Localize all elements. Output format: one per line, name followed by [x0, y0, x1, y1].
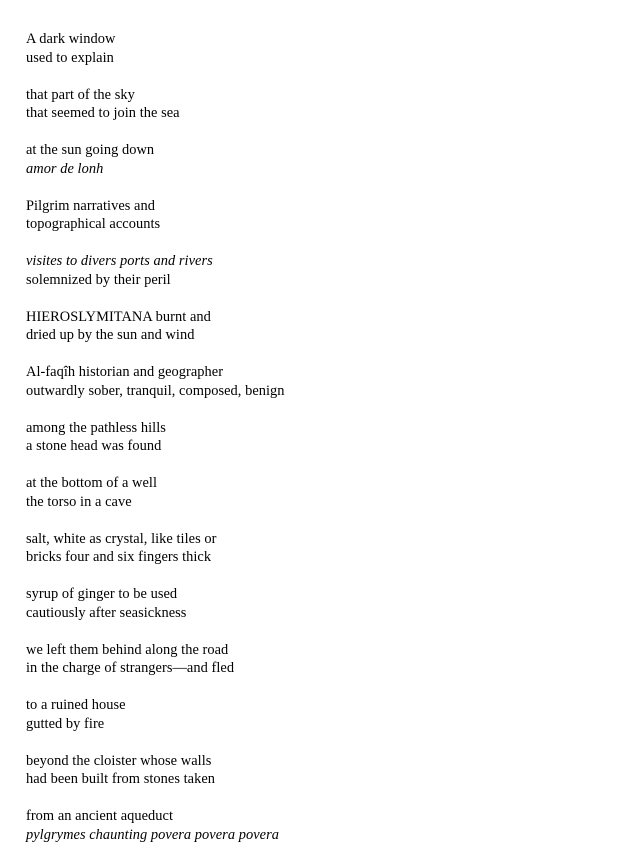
stanza	[26, 308, 616, 345]
stanza	[26, 807, 616, 844]
stanza	[26, 197, 616, 234]
poem-line-italic: visites to divers ports and rivers	[26, 253, 213, 269]
poem-line: Al-faqîh historian and geographer	[26, 364, 224, 380]
stanza	[26, 141, 616, 178]
poem-line: from an ancient aqueduct	[26, 808, 174, 824]
stanza	[26, 752, 616, 789]
poem-line: beyond the cloister whose walls	[26, 752, 212, 769]
poem-line: in the charge of strangers—and fled	[26, 660, 235, 676]
poem-line: gutted by fire	[26, 715, 105, 732]
stanza	[26, 641, 616, 678]
poem-line: topographical accounts	[26, 216, 161, 232]
poem-line: Pilgrim narratives and	[26, 197, 155, 214]
poem-line: syrup of ginger to be used	[26, 586, 178, 602]
poem-line: among the pathless hills	[26, 419, 166, 436]
poem-line: used to explain	[26, 49, 114, 66]
poem-line: outwardly sober, tranquil, composed, benign	[26, 382, 285, 399]
poem-line: at the sun going down	[26, 142, 155, 158]
poem-line: that seemed to join the sea	[26, 105, 180, 121]
poem-line-italic: amor de lonh	[26, 160, 104, 177]
stanza	[26, 474, 616, 511]
poem-line: salt, white as crystal, like tiles or	[26, 530, 217, 547]
stanza	[26, 696, 616, 733]
poem-line: had been built from stones taken	[26, 771, 216, 787]
poem-line: a stone head was found	[26, 438, 162, 454]
stanza	[26, 419, 616, 456]
stanza	[26, 252, 616, 289]
poem-line: we left them behind along the road	[26, 641, 229, 658]
poem-line-italic: pylgrymes chaunting povera povera povera	[26, 826, 279, 843]
stanza	[26, 30, 616, 67]
poem-line: that part of the sky	[26, 86, 135, 103]
poem-text	[26, 30, 616, 863]
poem-line: A dark window	[26, 31, 116, 47]
poem-line: cautiously after seasickness	[26, 604, 187, 621]
poem-line: HIEROSLYMITANA burnt and	[26, 308, 211, 325]
poem-line: at the bottom of a well	[26, 475, 158, 491]
poem-line: bricks four and six fingers thick	[26, 549, 212, 565]
stanza	[26, 363, 616, 400]
poem-line: to a ruined house	[26, 697, 126, 713]
poem-line: the torso in a cave	[26, 493, 132, 510]
stanza	[26, 585, 616, 622]
stanza	[26, 86, 616, 123]
poem-line: solemnized by their peril	[26, 271, 171, 288]
poem-line: dried up by the sun and wind	[26, 327, 195, 343]
stanza	[26, 530, 616, 567]
